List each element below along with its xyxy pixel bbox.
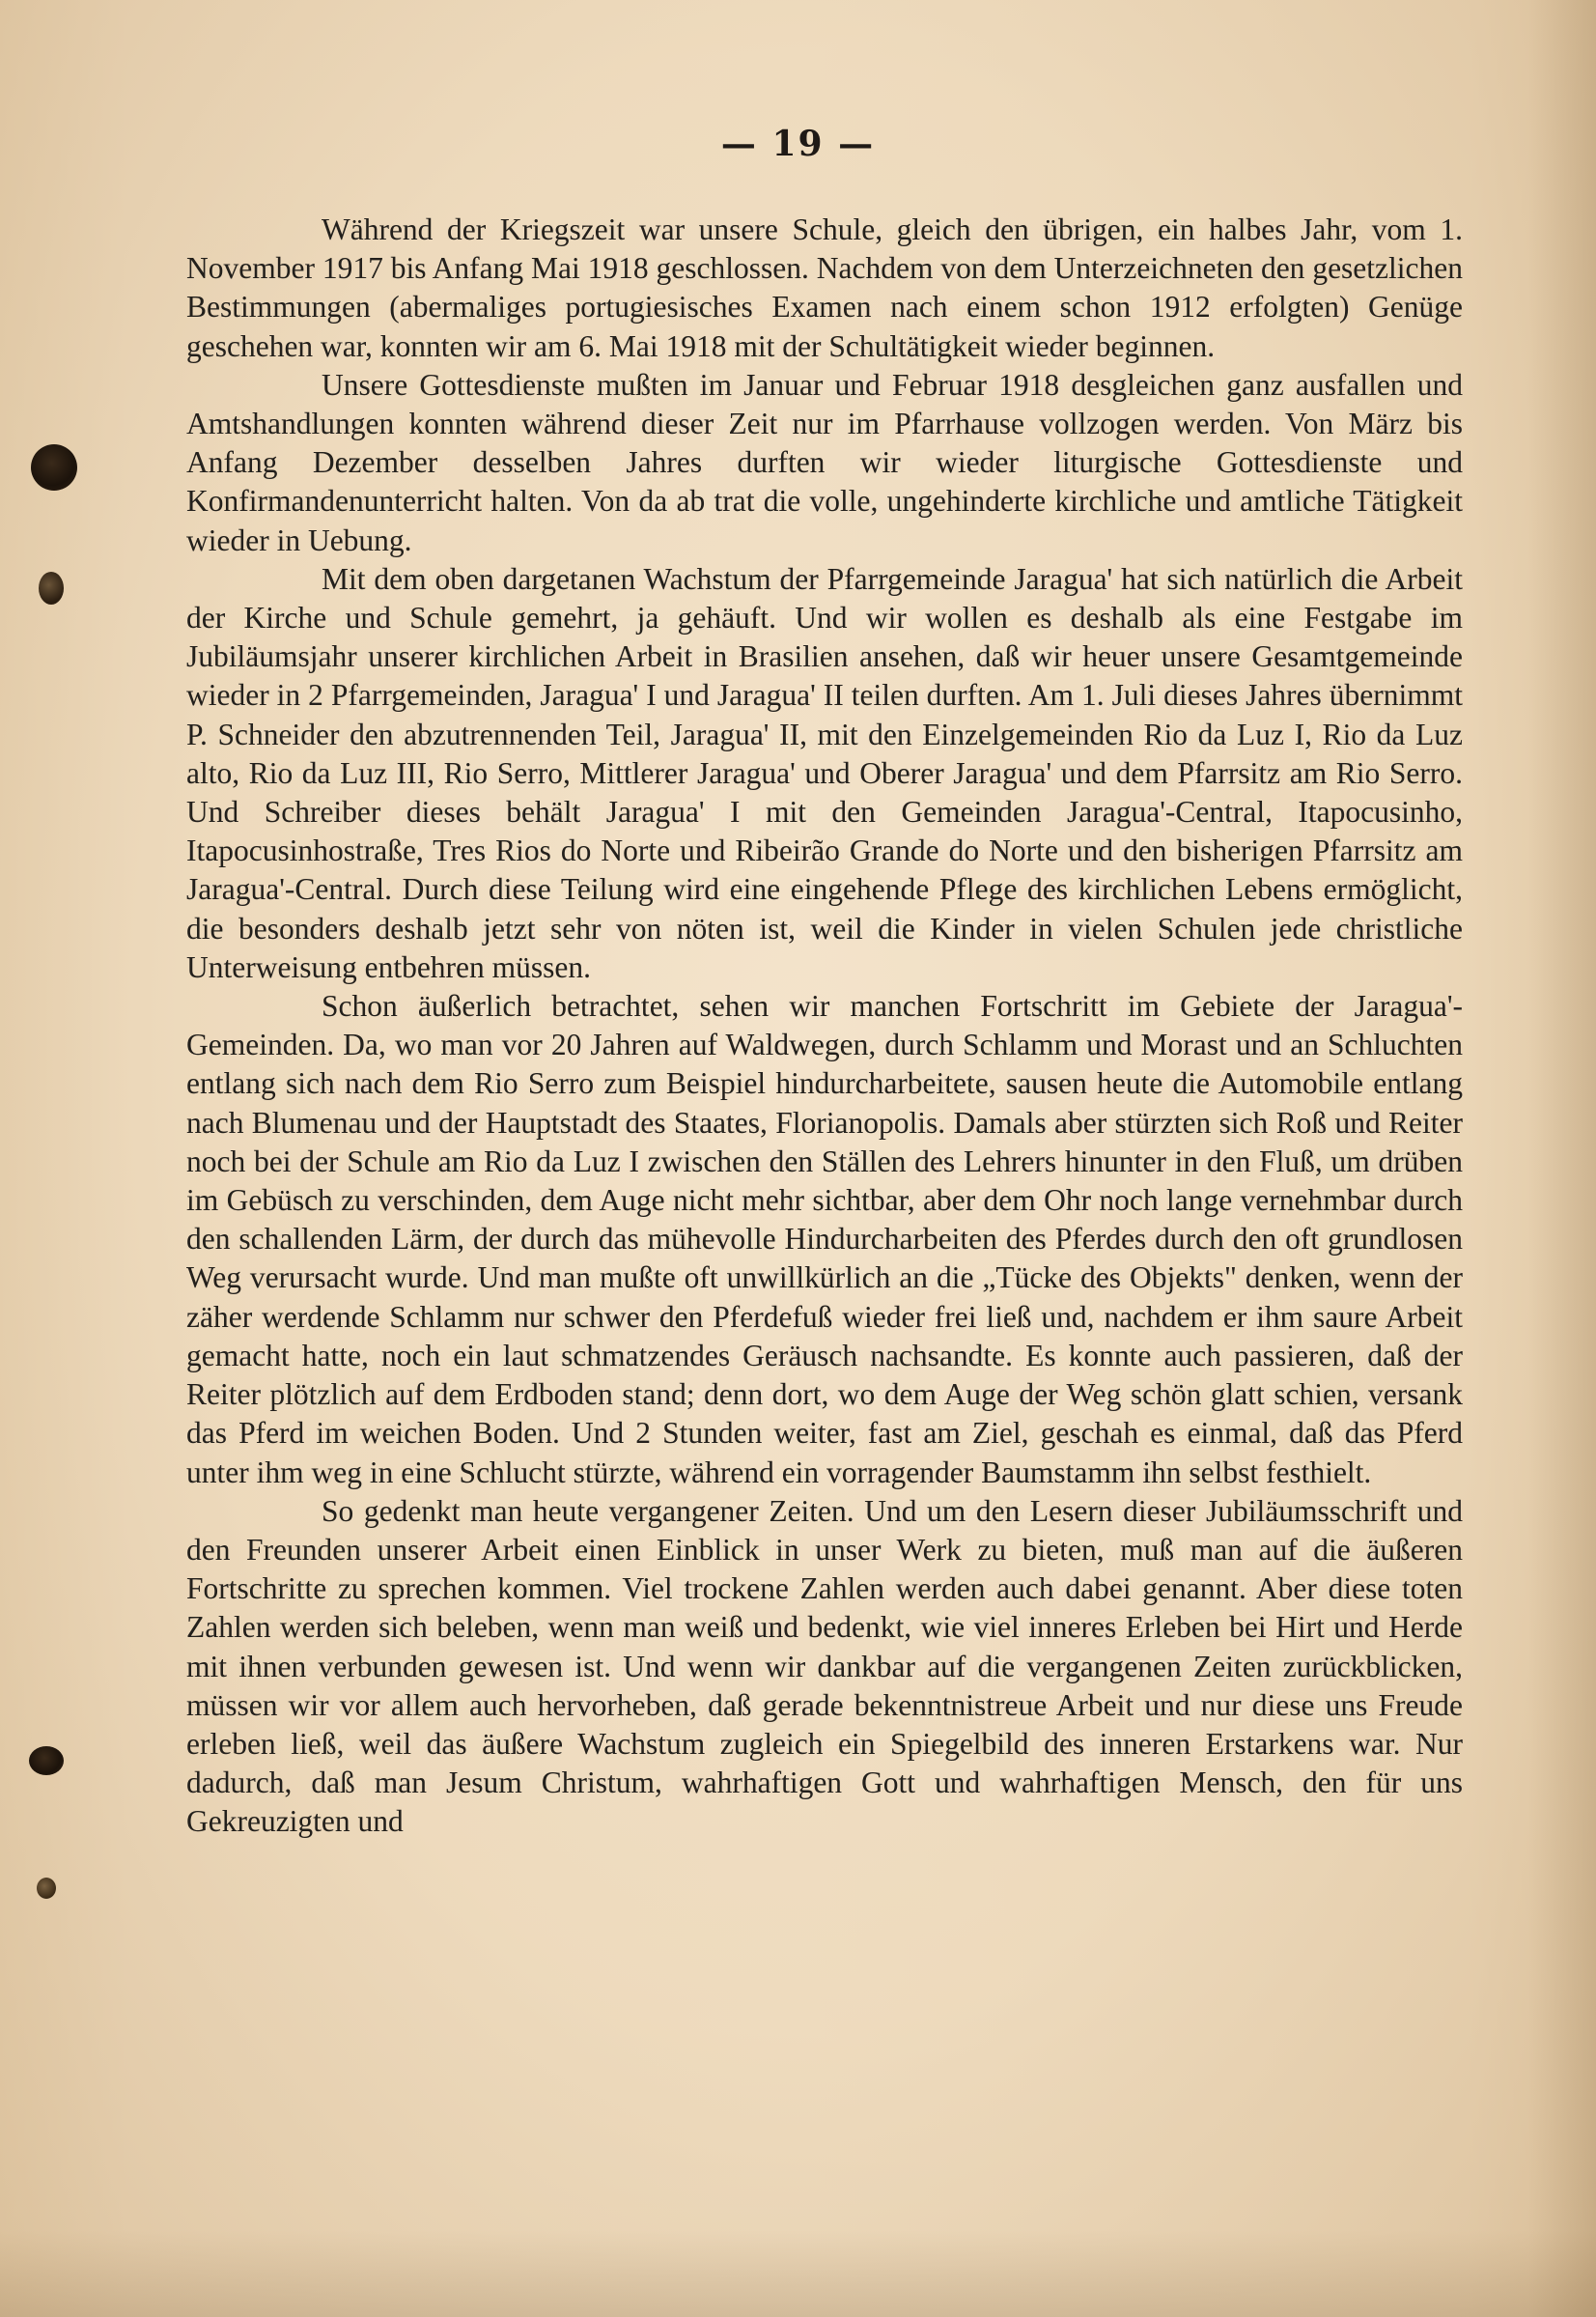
punch-hole-4: [37, 1878, 56, 1899]
punch-hole-3: [29, 1746, 64, 1775]
page-edge-shadow-bottom: [0, 2230, 1596, 2317]
page-edge-shadow-right: [1528, 0, 1596, 2317]
punch-hole-1: [31, 444, 77, 491]
paragraph-2: Unsere Gottesdienste mußten im Januar und Februar 1918 desgleichen ganz ausfallen und Amtshandlungen konnten während dieser Zeit nur im Pfarrhause vollzogen werden. Von März bis Anfang Dezember desselben Jahres durften wir wieder liturgische Gottesdienste und Konfirmandenunterricht halten. Von da ab trat die volle, ungehinderte kirchliche und amtliche Tätigkeit wieder in Uebung.: [186, 367, 1463, 557]
punch-hole-2: [39, 572, 64, 605]
paragraph-1: Während der Kriegszeit war unsere Schule, gleich den übrigen, ein halbes Jahr, vom 1. November 1917 bis Anfang Mai 1918 geschlossen. Nachdem von dem Unterzeichneten den gesetzlichen Bestimmungen (abermaliges portugiesisches Examen nach einem schon 1912 erfolgten) Genüge geschehen war, konnten wir am 6. Mai 1918 mit der Schultätigkeit wieder beginnen.: [186, 212, 1463, 363]
body-text: [186, 211, 1463, 2171]
paragraph-4: Schon äußerlich betrachtet, sehen wir manchen Fortschritt im Gebiete der Jaragua'-Gemeinden. Da, wo man vor 20 Jahren auf Waldwegen, durch Schlamm und Morast und an Schluchten entlang sich nach dem Rio Serro zum Beispiel hindurcharbeitete, sausen heute die Automobile entlang nach Blumenau und der Hauptstadt des Staates, Florianopolis. Damals aber stürzten sich Roß und Reiter noch bei der Schule am Rio da Luz I zwischen den Ställen des Lehrers hinunter in den Fluß, um drüben im Gebüsch zu verschinden, dem Auge nicht mehr sichtbar, aber dem Ohr noch lange vernehmbar durch den schallenden Lärm, der durch das mühevolle Hindurcharbeiten des Pferdes durch den oft grundlosen Weg verursacht wurde. Und man mußte oft unwillkürlich an die „Tücke des Objekts" denken, wenn der zäher werdende Schlamm nur schwer den Pferdefuß wieder frei ließ und, nachdem er ihm saure Arbeit gemacht hatte, noch ein laut schmatzendes Geräusch nachsandte. Es konnte auch passieren, daß der Reiter plötzlich auf dem Erdboden stand; denn dort, wo dem Auge der Weg schön glatt schien, versank das Pferd im weichen Boden. Und 2 Stunden weiter, fast am Ziel, geschah es einmal, daß das Pferd unter ihm weg in eine Schlucht stürzte, während ein vorragender Baumstamm ihn selbst festhielt.: [186, 989, 1463, 1489]
paragraph-3: Mit dem oben dargetanen Wachstum der Pfarrgemeinde Jaragua' hat sich natürlich die Arbeit der Kirche und Schule gemehrt, ja gehäuft. Und wir wollen es deshalb als eine Festgabe im Jubiläumsjahr unserer kirchlichen Arbeit in Brasilien ansehen, daß wir heuer unsere Gesamtgemeinde wieder in 2 Pfarrgemeinden, Jaragua' I und Jaragua' II teilen durften. Am 1. Juli dieses Jahres übernimmt P. Schneider den abzutrennenden Teil, Jaragua' II, mit den Einzelgemeinden Rio da Luz I, Rio da Luz alto, Rio da Luz III, Rio Serro, Mittlerer Jaragua' und Oberer Jaragua' und dem Pfarrsitz am Rio Serro. Und Schreiber dieses behält Jaragua' I mit den Gemeinden Jaragua'-Central, Itapocusinho, Itapocusinhostraße, Tres Rios do Norte und Ribeirão Grande do Norte und den bisherigen Pfarrsitz am Jaragua'-Central. Durch diese Teilung wird eine eingehende Pflege des kirchlichen Lebens ermöglicht, die besonders deshalb jetzt sehr von nöten ist, weil die Kinder in vielen Schulen jede christliche Unterweisung entbehren müssen.: [186, 561, 1463, 984]
page-number: — 19 —: [720, 124, 876, 164]
paragraph-5: So gedenkt man heute vergangener Zeiten. Und um den Lesern dieser Jubiläumsschrift und den Freunden unserer Arbeit einen Einblick in unser Werk zu bieten, muß man auf die äußeren Fortschritte zu sprechen kommen. Viel trockene Zahlen werden auch dabei genannt. Aber diese toten Zahlen werden sich beleben, wenn man weiß und bedenkt, wie viel inneres Erleben bei Hirt und Herde mit ihnen verbunden gewesen ist. Und wenn wir dankbar auf die vergangenen Zeiten zurückblicken, müssen wir vor allem auch hervorheben, daß gerade bekenntnistreue Arbeit und nur diese uns Freude erleben ließ, weil das äußere Wachstum zugleich ein Spiegelbild des inneren Erstarkens war. Nur dadurch, daß man Jesum Christum, wahrhaftigen Gott und wahrhaftigen Mensch, den für uns Gekreuzigten und: [186, 1493, 1463, 1839]
